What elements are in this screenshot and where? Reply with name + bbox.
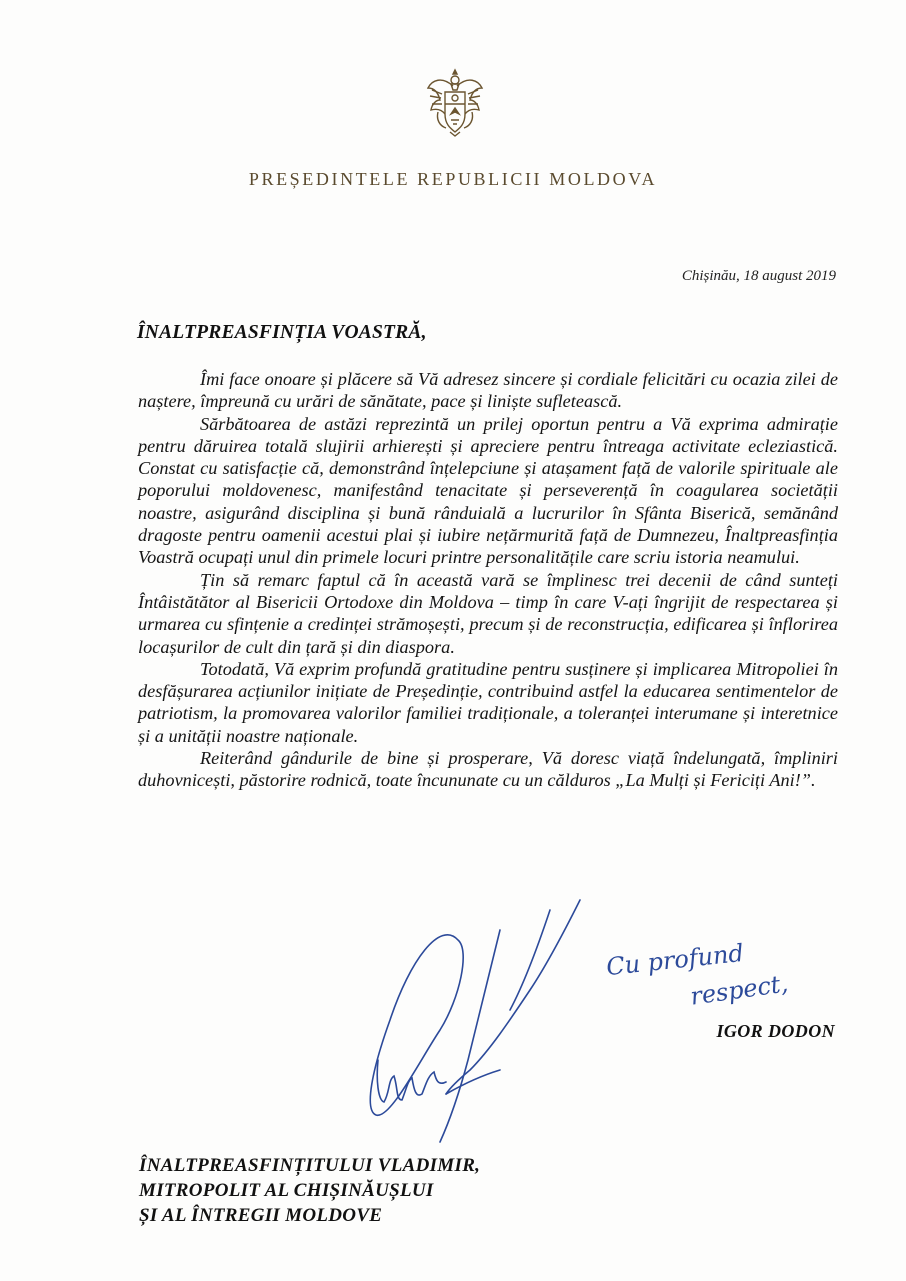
paragraph: Totodată, Vă exprim profundă gratitudine pentru susținere și implicarea Mitropoliei în desfășurarea acțiunilor inițiate de Președinție, contribuind astfel la educarea sentimentelor de patriotism, la promovarea valorilor familiei tradiționale, a toleranței interumane și interetnice și a unității noastre naționale.: [138, 658, 838, 746]
recipient-line: MITROPOLIT AL CHIȘINĂUȘLUI: [139, 1180, 434, 1201]
paragraph: Îmi face onoare și plăcere să Vă adresez sincere și cordiale felicitări cu ocazia zilei de naștere, împreună cu urări de sănătate, pace și liniște sufletească.: [138, 369, 838, 412]
handwritten-closing: [598, 938, 818, 1011]
paragraph: Țin să remarc faptul că în această vară se împlinesc trei decenii de când sunteți Întâistătător al Bisericii Ortodoxe din Moldova – timp în care V-ați îngrijit de respectarea și urmarea cu sfințenie a credinței strămoșești, precum și de reconstrucția, edificarea și înflorirea locașurilor de cult din țară și din diaspora.: [138, 569, 838, 657]
letter-date: Chișinău, 18 august 2019: [681, 268, 836, 284]
letter-body: [138, 368, 838, 792]
letterhead-title: PREȘEDINTELE REPUBLICII MOLDOVA: [248, 169, 658, 189]
recipient-block: [139, 1153, 480, 1228]
salutation: ÎNALTPREASFINȚIA VOASTRĂ,: [137, 322, 427, 343]
recipient-line: ÎNALTPREASFINȚITULUI VLADIMIR,: [139, 1155, 481, 1176]
closing-line-2: respect,: [688, 969, 790, 1011]
handwritten-signature-icon: [350, 880, 610, 1160]
signer-name: IGOR DODON: [716, 1021, 835, 1041]
recipient-line: ȘI AL ÎNTREGII MOLDOVE: [139, 1205, 383, 1226]
paragraph: Sărbătoarea de astăzi reprezintă un prilej oportun pentru a Vă exprima admirație pentru dăruirea totală slujirii arhierești și apreciere pentru întreaga activitate ecleziastică. Constat cu satisfacție că, demonstrând înțelepciune și atașament față de valorile spirituale ale poporului moldovenesc, manifestând tenacitate și perseverență în coagularea societății noastre, asigurând disciplina și bună rânduială a lucrurilor în Sfânta Biserică, semănând dragoste pentru oamenii acestui plai și iubire nețărmurită față de Dumnezeu, Înaltpreasfinția Voastră ocupați unul din primele locuri printre personalitățile care scriu istoria neamului.: [138, 413, 838, 568]
closing-line-1: Cu profund: [604, 938, 745, 982]
moldova-coat-of-arms-icon: [424, 66, 486, 138]
paragraph: Reiterând gândurile de bine și prosperare, Vă doresc viață îndelungată, împliniri duhovnicești, păstorire rodnică, toate încununate cu un călduros „La Mulți și Fericiți Ani!”.: [138, 748, 838, 791]
